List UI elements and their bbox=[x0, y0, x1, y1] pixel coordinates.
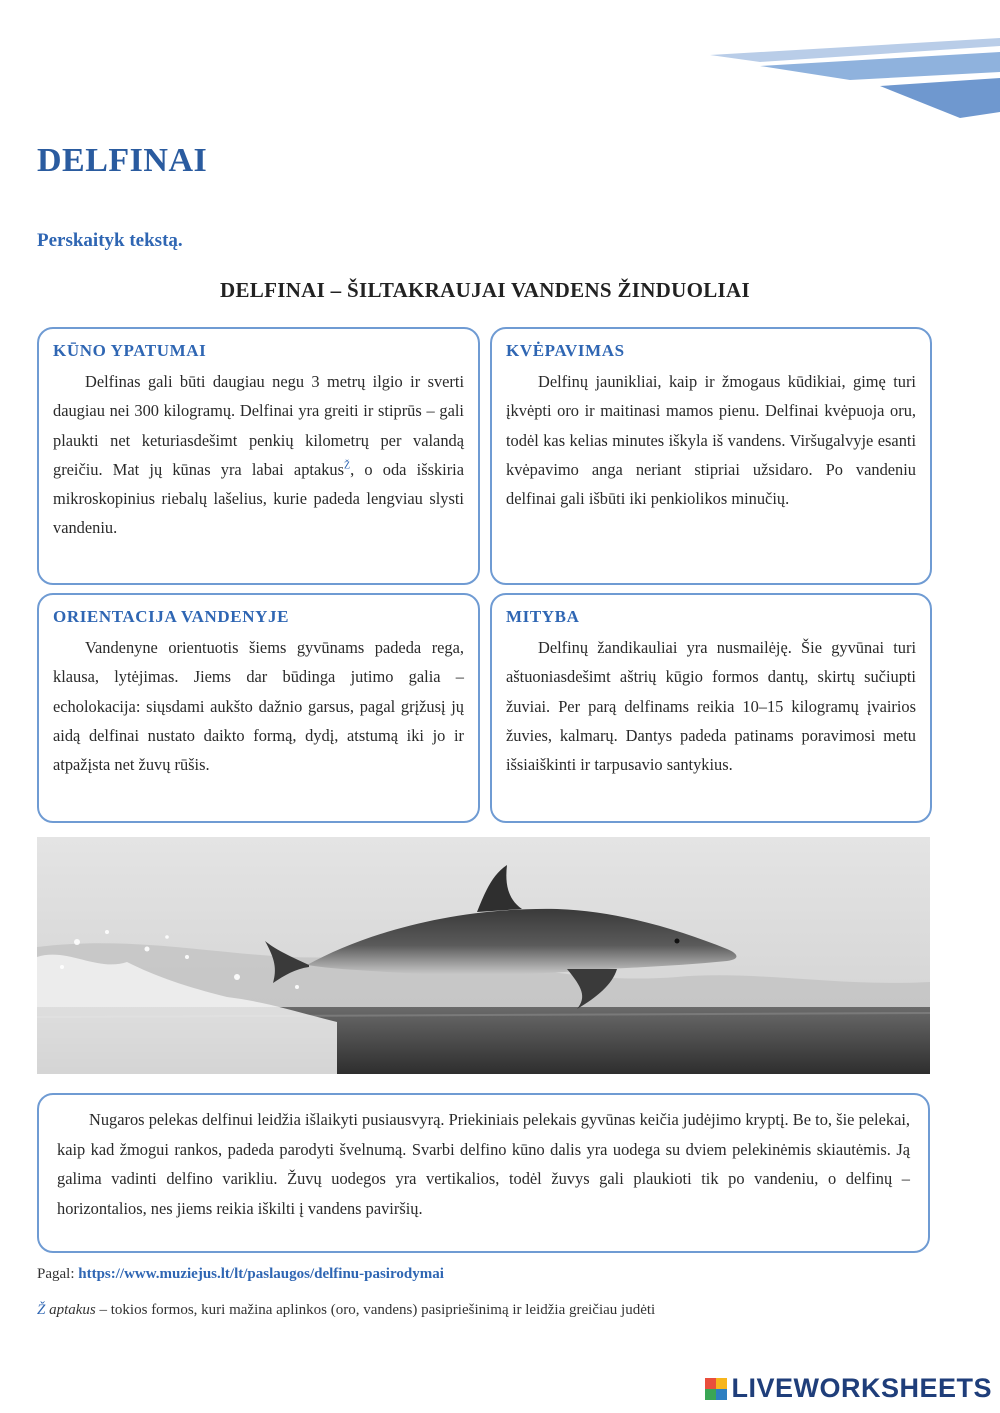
footnote-mark: Ž bbox=[37, 1302, 46, 1318]
liveworksheets-watermark[interactable] bbox=[705, 1373, 992, 1404]
section-orientation bbox=[37, 593, 480, 823]
footnote bbox=[37, 1302, 655, 1319]
dolphin-illustration bbox=[37, 837, 930, 1074]
section-text bbox=[53, 367, 464, 543]
footnote-ref: Ž bbox=[344, 460, 351, 472]
section-title: KVĖPAVIMAS bbox=[506, 341, 625, 360]
footnote-definition: – tokios formos, kuri mažina aplinkos (oro, vandens) pasipriešinimą ir leidžia greičiau judėti bbox=[95, 1302, 656, 1318]
bottom-text-box bbox=[37, 1093, 930, 1253]
section-text: Delfinų žandikauliai yra nusmailėję. Šie gyvūnai turi aštuoniasdešimt aštrių kūgio formos dantų, skirtų sučiupti žuviai. Per parą delfinams reikia 10–15 kilogramų įvairios žuvies, kalmarų. Dantys padeda patinams poravimosi metu išsiaiškinti ir tarpusavio santykius. bbox=[506, 638, 916, 775]
main-heading: DELFINAI – ŠILTAKRAUJAI VANDENS ŽINDUOLIAI bbox=[220, 278, 750, 302]
source-link[interactable]: https://www.muziejus.lt/lt/paslaugos/delfinu-pasirodymai bbox=[78, 1266, 444, 1282]
watermark-text: LIVEWORKSHEETS bbox=[731, 1373, 992, 1403]
liveworksheets-logo-icon bbox=[705, 1378, 727, 1400]
section-title: KŪNO YPATUMAI bbox=[53, 341, 207, 360]
source-label: Pagal: bbox=[37, 1266, 75, 1282]
text-part: , o oda išskiria mikroskopinius riebalų lašelius, kurie padeda lengviau slysti vandeniu. bbox=[53, 459, 464, 538]
section-title: MITYBA bbox=[506, 607, 580, 626]
instruction: Perskaityk tekstą. bbox=[37, 230, 183, 251]
section-text: Vandenyne orientuotis šiems gyvūnams padeda rega, klausa, lytėjimas. Jiems dar būdinga jutimo galia – echolokacija: siųsdami aukšto dažnio garsus, pagal grįžusį jų aidą delfinai nustato daikto formą, dydį, atstumą iki jo ir atpažįsta net žuvų rūšis. bbox=[53, 638, 464, 775]
section-body-features bbox=[37, 327, 480, 585]
section-breathing bbox=[490, 327, 932, 585]
section-text: Delfinų jaunikliai, kaip ir žmogaus kūdikiai, gimę turi įkvėpti oro ir maitinasi mamos pienu. Delfinai kvėpuoja oru, todėl kas kelias minutes iškyla iš vandens. Viršugalvyje esanti kvėpavimo anga neriant stipriai užsidaro. Po vandeniu delfinai gali išbūti iki penkiolikos minučių. bbox=[506, 372, 916, 509]
corner-decoration bbox=[0, 0, 1000, 120]
footnote-term: aptakus bbox=[49, 1302, 96, 1318]
section-title: ORIENTACIJA VANDENYJE bbox=[53, 607, 290, 626]
dolphin-photo bbox=[37, 837, 930, 1074]
section-diet bbox=[490, 593, 932, 823]
source-line bbox=[37, 1266, 444, 1283]
page-title: DELFINAI bbox=[37, 142, 208, 179]
bottom-text: Nugaros pelekas delfinui leidžia išlaikyti pusiausvyrą. Priekiniais pelekais gyvūnas keičia judėjimo kryptį. Be to, šie pelekai, kaip kad žmogui rankos, padeda parodyti švelnumą. Svarbi delfino kūno dalis yra uodega su dviem pelekinėmis skiautėmis. Ją galima vadinti delfino varikliu. Žuvų uodegos yra vertikalios, todėl žuvys gali plaukioti tik po vandeniu, o delfinų – horizontalios, nes jiems reikia iškilti į vandens paviršių. bbox=[57, 1110, 910, 1218]
text-part: Delfinas gali būti daugiau negu 3 metrų ilgio ir sverti daugiau nei 300 kilogramų. Delfinai yra greiti ir stiprūs – gali plaukti net keturiasdešimt penkių kilometrų per valandą greičiu. Mat jų kūnas yra labai aptakus bbox=[53, 372, 464, 479]
